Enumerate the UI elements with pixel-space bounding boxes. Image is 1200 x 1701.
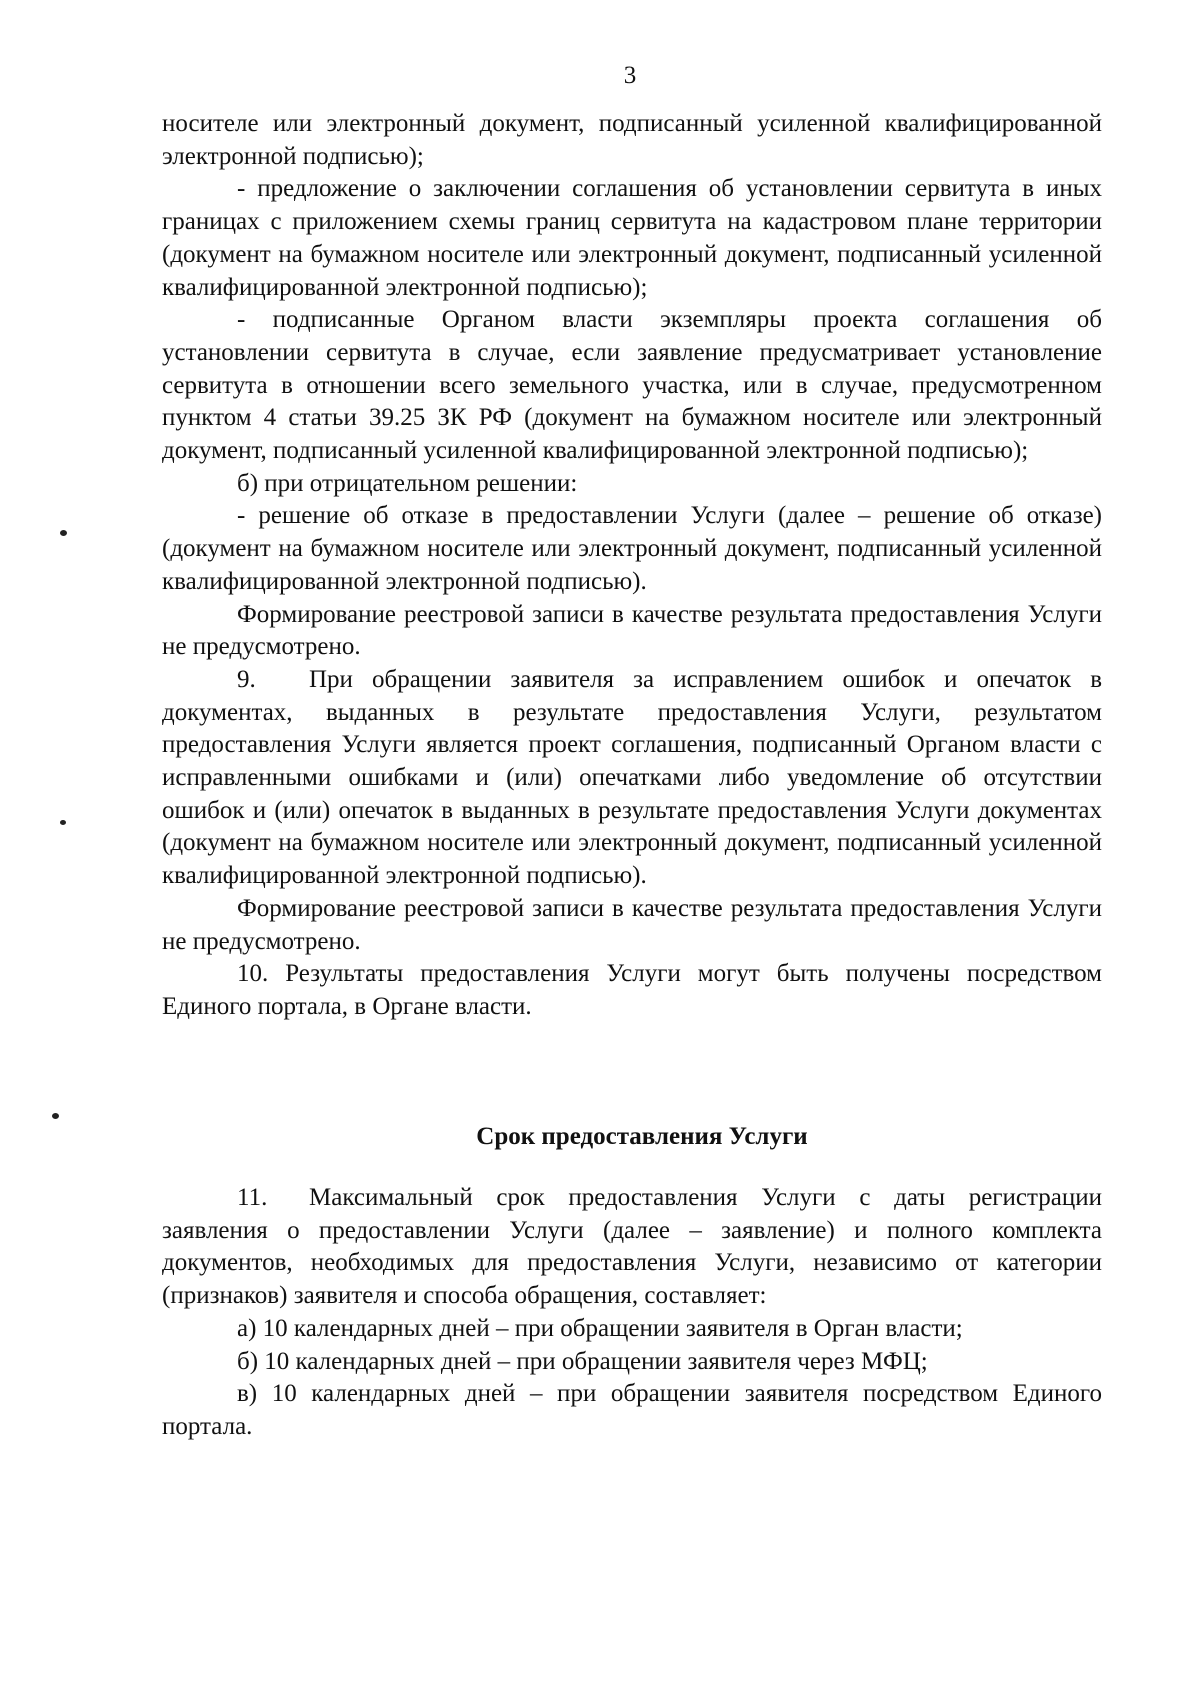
paragraph: 10. Результаты предоставления Услуги могут быть получены посредством Единого портала, в Органе власти. xyxy=(162,960,1102,1020)
paragraph: Формирование реестровой записи в качестве результата предоставления Услуги не предусмотрено. xyxy=(162,894,1102,955)
paragraph: б) при отрицательном решении: xyxy=(237,469,578,497)
paragraph: в) 10 календарных дней – при обращении заявителя посредством Единого портала. xyxy=(162,1380,1102,1440)
section-body xyxy=(162,1182,1102,1444)
document-body xyxy=(162,108,1102,1024)
numbered-paragraph xyxy=(162,1182,1102,1313)
scan-speck xyxy=(60,530,67,536)
page-number: 3 xyxy=(623,62,637,89)
paragraph-text: Максимальный срок предоставления Услуги с даты регистрации заявления о предоставлении Услуги (далее – заявление) и полного комплекта документов, необходимых для предоставления Услуги, независимо от категории (признаков) заявителя и способа обращения, составляет: xyxy=(162,1184,1102,1310)
paragraph-number: 11. xyxy=(237,1184,268,1211)
scan-speck xyxy=(52,1113,59,1119)
paragraph: носителе или электронный документ, подписанный усиленной квалифицированной электронной подписью); xyxy=(162,110,1102,170)
section-heading: Срок предоставления Услуги xyxy=(476,1123,808,1150)
paragraph: б) 10 календарных дней – при обращении заявителя через МФЦ; xyxy=(237,1347,928,1375)
paragraph: - решение об отказе в предоставлении Услуги (далее – решение об отказе) (документ на бумажном носителе или электронный документ, подписанный усиленной квалифицированной электронной подписью). xyxy=(162,502,1102,595)
paragraph-text: При обращении заявителя за исправлением ошибок и опечаток в документах, выданных в результате предоставления Услуги, результатом предоставления Услуги является проект соглашения, подписанный Органом власти с исправленными ошибками и (или) опечатками либо уведомление об отсутствии ошибок и (или) опечаток в выданных в результате предоставления Услуги документах (документ на бумажном носителе или электронный документ, подписанный усиленной квалифицированной электронной подписью). xyxy=(162,665,1102,890)
numbered-paragraph xyxy=(162,664,1102,893)
paragraph: - подписанные Органом власти экземпляры проекта соглашения об установлении сервитута в случае, если заявление предусматривает установление сервитута в отношении всего земельного участка, или в случае, предусмотренном пунктом 4 статьи 39.25 ЗК РФ (документ на бумажном носителе или электронный документ, подписанный усиленной квалифицированной электронной подписью); xyxy=(162,306,1102,465)
paragraph-number: 9. xyxy=(237,665,256,693)
paragraph: Формирование реестровой записи в качестве результата предоставления Услуги не предусмотрено. xyxy=(162,600,1102,661)
paragraph: - предложение о заключении соглашения об установлении сервитута в иных границах с приложением схемы границ сервитута на кадастровом плане территории (документ на бумажном носителе или электронный документ, подписанный усиленной квалифицированной электронной подписью); xyxy=(162,175,1102,301)
scan-speck xyxy=(60,820,66,825)
paragraph: а) 10 календарных дней – при обращении заявителя в Орган власти; xyxy=(237,1314,963,1342)
